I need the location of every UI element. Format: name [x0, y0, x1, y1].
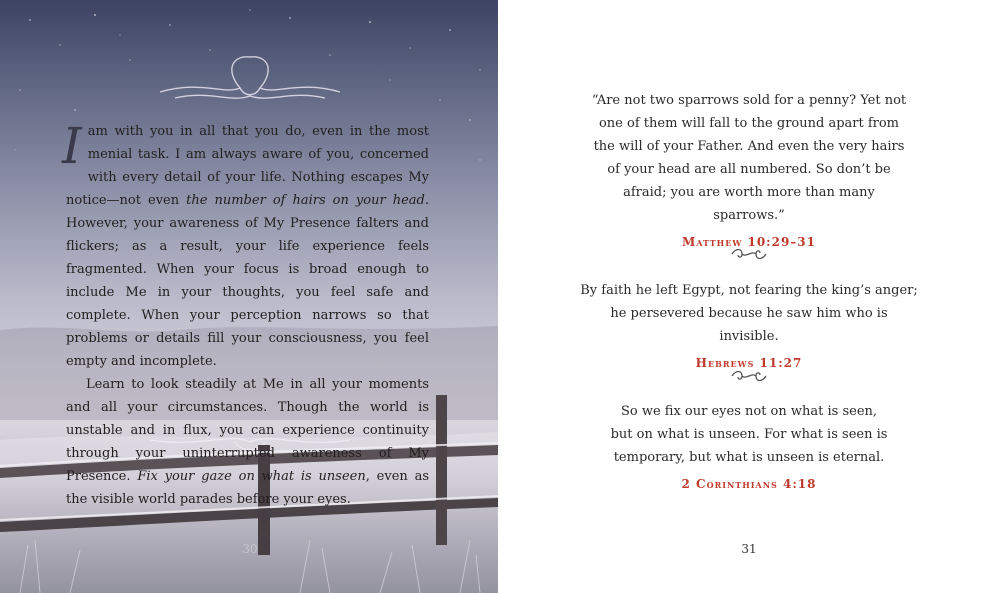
top-flourish [160, 57, 340, 98]
drop-cap: I [62, 117, 82, 175]
flourish-divider-icon [730, 368, 768, 384]
left-page [0, 0, 498, 593]
p2-italic: Fix your gaze on what is unseen [137, 469, 366, 484]
p2-text-a: Learn to look steadily at Me in all your moments and all your circumstances. Though the world is unstable and in flux, you can experience continuity through your uninterrupted awareness of My Presence. [66, 377, 429, 484]
paragraph-2 [66, 373, 429, 511]
verse-corinthians [498, 400, 1000, 491]
devotional-text [62, 117, 429, 511]
verse-text: By faith he left Egypt, not fearing the king’s anger; he persevered because he saw him who is invisible. [580, 283, 918, 344]
verse-reference: Hebrews 11:27 [695, 356, 803, 370]
verse-reference: 2 Corinthians 4:18 [681, 477, 817, 491]
verse-reference: Matthew 10:29–31 [681, 235, 817, 249]
verse-text: “Are not two sparrows sold for a penny? Yet not one of them will fall to the ground apart from the will of your Father. And even the very hairs of your head are all numbered. So don’t be afraid; you are worth more than many sparrows.” [591, 93, 907, 223]
right-page [498, 0, 1000, 593]
verse-text: So we fix our eyes not on what is seen, but on what is unseen. For what is seen is temporary, but what is unseen is eternal. [610, 404, 888, 465]
page-number-right: 31 [741, 542, 757, 556]
p1-text-b: . However, your awareness of My Presence falters and flickers; as a result, your life experience feels fragmented. When your focus is broad enough to include Me in your thoughts, you feel safe and complete. When your perception narrows so that problems or details fill your consciousness, you feel empty and incomplete. [66, 193, 429, 369]
verse-matthew [498, 89, 1000, 249]
p1-text-a: am with you in all that you do, even in the most menial task. I am always aware of you, concerned with every detail of your life. Nothing escapes My notice—not even [66, 124, 429, 208]
verse-hebrews [498, 279, 1000, 370]
page-number-left: 30 [242, 542, 258, 556]
p1-italic: the number of hairs on your head [186, 193, 425, 208]
paragraph-1 [62, 117, 429, 373]
p2-text-b: , even as the visible world parades before your eyes. [66, 469, 429, 507]
flourish-divider-icon [730, 246, 768, 262]
